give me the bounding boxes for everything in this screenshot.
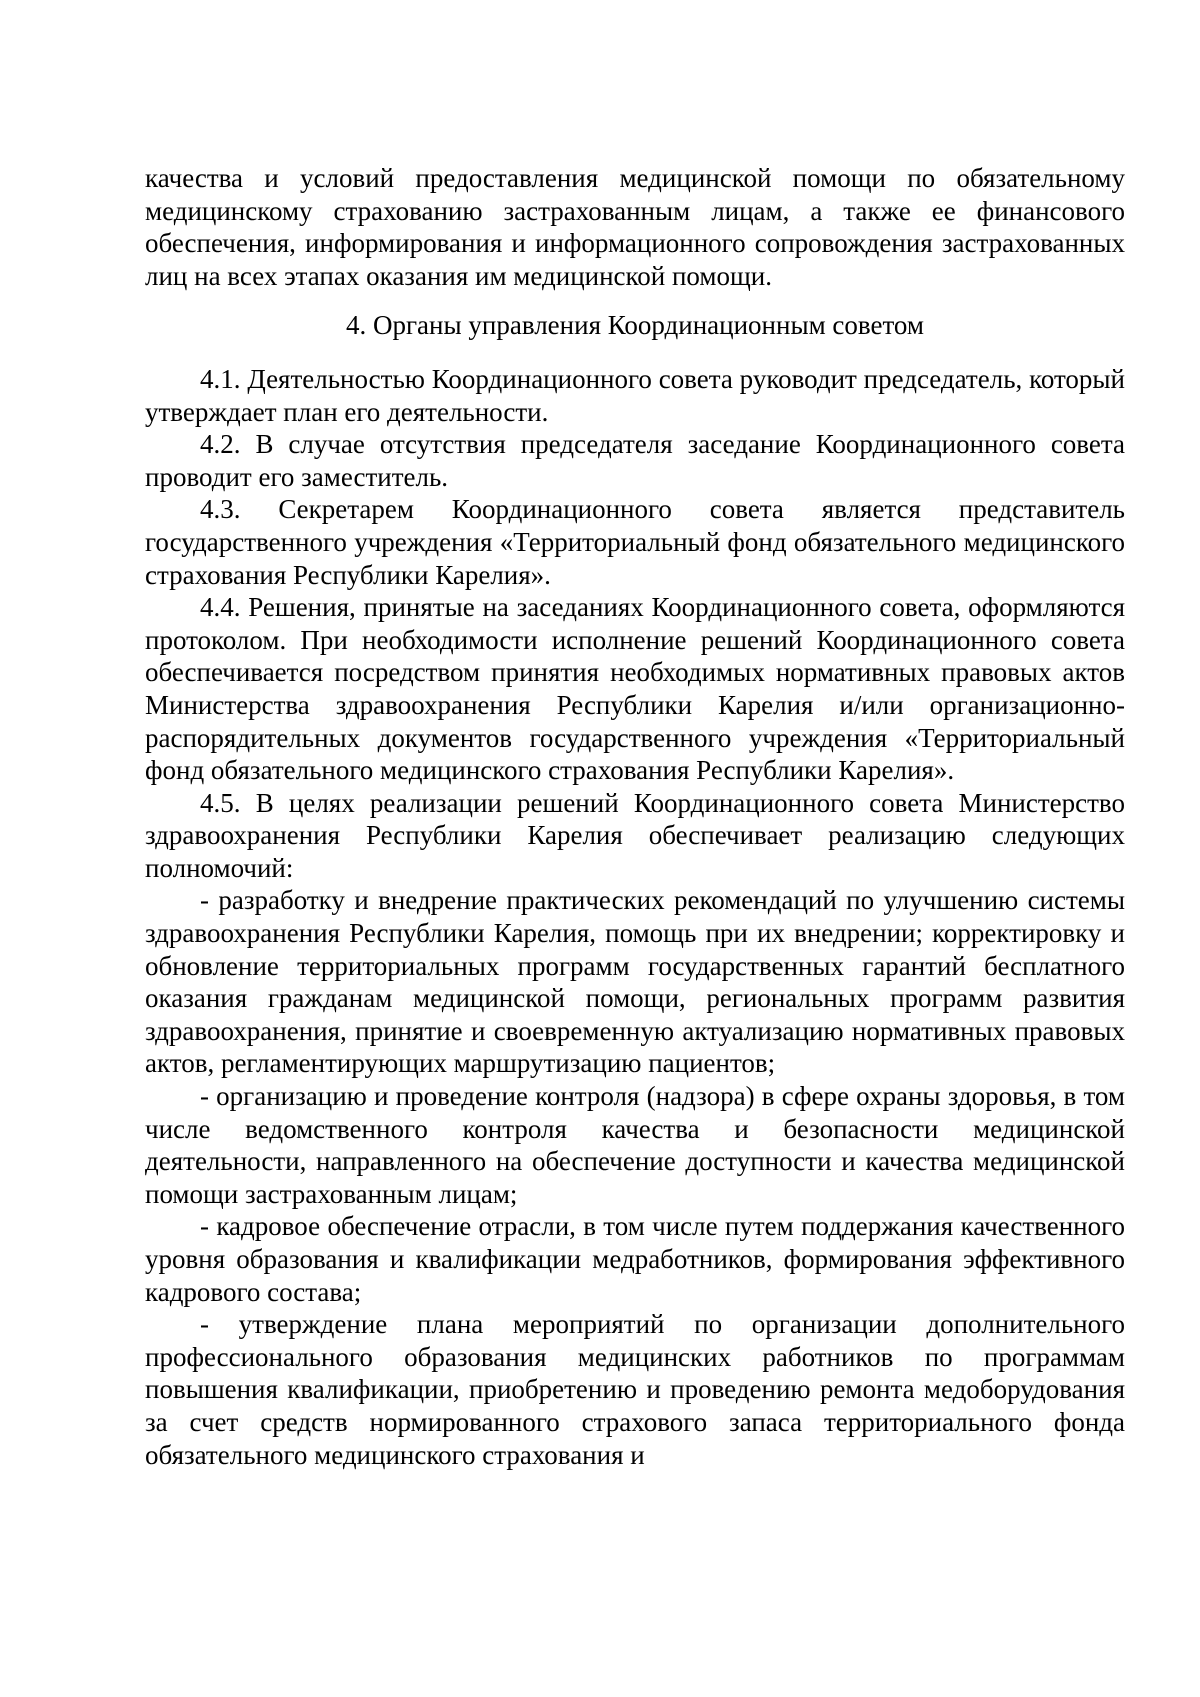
paragraph-4-4: 4.4. Решения, принятые на заседаниях Координационного совета, оформляются протоколом. При необходимости исполнение решений Координационного совета обеспечивается посредством принятия необходимых нормативных правовых актов Министерства здравоохранения Республики Карелия и/или организационно-распорядительных документов государственного учреждения «Территориальный фонд обязательного медицинского страхования Республики Карелия». [145, 592, 1125, 786]
paragraph-4-1: 4.1. Деятельностью Координационного совета руководит председатель, который утверждает план его деятельности. [145, 363, 1125, 427]
list-item: - утверждение плана мероприятий по организации дополнительного профессионального образования медицинских работников по программам повышения квалификации, приобретению и проведению ремонта медоборудования за счет средств нормированного страхового запаса территориального фонда обязательного медицинского страхования и [145, 1309, 1125, 1470]
intro-paragraph: качества и условий предоставления медицинской помощи по обязательному медицинскому страхованию застрахованным лицам, а также ее финансового обеспечения, информирования и информационного сопровождения застрахованных лиц на всех этапах оказания им медицинской помощи. [145, 163, 1125, 291]
list-item: - разработку и внедрение практических рекомендаций по улучшению системы здравоохранения Республики Карелия, помощь при их внедрении; корректировку и обновление территориальных программ государственных гарантий бесплатного оказания гражданам медицинской помощи, региональных программ развития здравоохранения, принятие и своевременную актуализацию нормативных правовых актов, регламентирующих маршрутизацию пациентов; [145, 885, 1125, 1079]
paragraph-4-3: 4.3. Секретарем Координационного совета является представитель государственного учреждения «Территориальный фонд обязательного медицинского страхования Республики Карелия». [145, 494, 1125, 590]
paragraph-4-2: 4.2. В случае отсутствия председателя заседание Координационного совета проводит его заместитель. [145, 429, 1125, 492]
document-page [145, 162, 1125, 1471]
list-item: - организацию и проведение контроля (надзора) в сфере охраны здоровья, в том числе ведомственного контроля качества и безопасности медицинской деятельности, направленного на обеспечение доступности и качества медицинской помощи застрахованным лицам; [145, 1081, 1125, 1209]
paragraph-4-5: 4.5. В целях реализации решений Координационного совета Министерство здравоохранения Республики Карелия обеспечивает реализацию следующих полномочий: [145, 787, 1125, 883]
section-heading: 4. Органы управления Координационным советом [345, 310, 925, 341]
list-item: - кадровое обеспечение отрасли, в том числе путем поддержания качественного уровня образования и квалификации медработников, формирования эффективного кадрового состава; [145, 1211, 1125, 1307]
